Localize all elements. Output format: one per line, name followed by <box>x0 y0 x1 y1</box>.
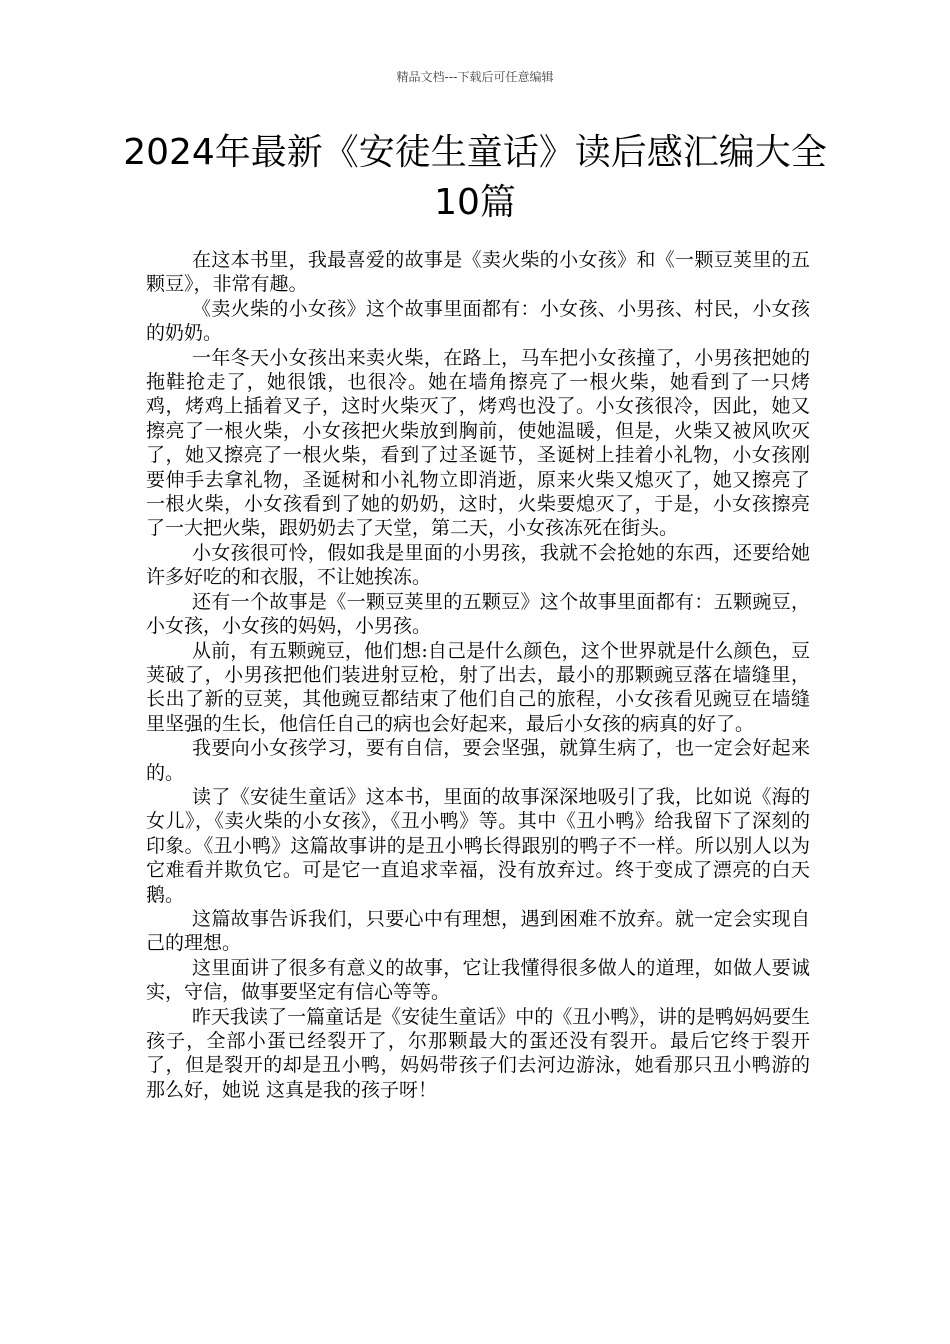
paragraph: 昨天我读了一篇童话是《安徒生童话》中的《丑小鸭》，讲的是鸭妈妈要生孩子，全部小蛋已经裂开了，尔那颗最大的蛋还没有裂开。最后它终于裂开了，但是裂开的却是丑小鸭，妈妈带孩子们去河边游泳，她看那只丑小鸭游的那么好，她说 这真是我的孩子呀！ <box>146 1005 810 1101</box>
paragraph: 我要向小女孩学习，要有自信，要会坚强，就算生病了，也一定会好起来的。 <box>146 737 810 784</box>
paragraph: 小女孩很可怜，假如我是里面的小男孩，我就不会抢她的东西，还要给她许多好吃的和衣服，不让她挨冻。 <box>146 541 810 589</box>
paragraph: 一年冬天小女孩出来卖火柴，在路上，马车把小女孩撞了，小男孩把她的拖鞋抢走了，她很饿，也很冷。她在墙角擦亮了一根火柴，她看到了一只烤鸡，烤鸡上插着叉子，这时火柴灭了，烤鸡也没了。小女孩很冷，因此，她又擦亮了一根火柴，小女孩把火柴放到胸前，使她温暖，但是，火柴又被风吹灭了，她又擦亮了一根火柴，看到了过圣诞节，圣诞树上挂着小礼物，小女孩刚要伸手去拿礼物，圣诞树和小礼物立即消逝，原来火柴又熄灭了，她又擦亮了一根火柴，小女孩看到了她的奶奶，这时，火柴要熄灭了，于是，小女孩擦亮了一大把火柴，跟奶奶去了天堂，第二天，小女孩冻死在街头。 <box>146 346 810 540</box>
paragraph: 在这本书里，我最喜爱的故事是《卖火柴的小女孩》和《一颗豆荚里的五颗豆》，非常有趣。 <box>146 249 810 296</box>
paragraph: 还有一个故事是《一颗豆荚里的五颗豆》这个故事里面都有：五颗豌豆，小女孩，小女孩的妈妈，小男孩。 <box>146 590 810 638</box>
document-body <box>146 248 810 1102</box>
paragraph: 这篇故事告诉我们，只要心中有理想，遇到困难不放弃。就一定会实现自己的理想。 <box>146 907 810 955</box>
paragraph: 《卖火柴的小女孩》这个故事里面都有：小女孩、小男孩、村民，小女孩的奶奶。 <box>146 297 810 345</box>
document-title: 2024年最新《安徒生童话》读后感汇编大全10篇 <box>123 132 827 223</box>
paragraph: 从前，有五颗豌豆，他们想:自己是什么颜色，这个世界就是什么颜色，豆荚破了，小男孩把他们装进射豆枪，射了出去，最小的那颗豌豆落在墙缝里，长出了新的豆荚，其他豌豆都结束了他们自己的旅程，小女孩看见豌豆在墙缝里坚强的生长，他信任自己的病也会好起来，最后小女孩的病真的好了。 <box>146 639 810 735</box>
paragraph: 读了《安徒生童话》这本书，里面的故事深深地吸引了我，比如说《海的女儿》，《卖火柴的小女孩》，《丑小鸭》等。其中《丑小鸭》给我留下了深刻的印象。《丑小鸭》这篇故事讲的是丑小鸭长得跟别的鸭子不一样。所以别人以为它难看并欺负它。可是它一直追求幸福，没有放弃过。终于变成了漂亮的白天鹅。 <box>146 785 810 906</box>
paragraph: 这里面讲了很多有意义的故事，它让我懂得很多做人的道理，如做人要诚实，守信，做事要坚定有信心等等。 <box>146 956 810 1004</box>
page-header: 精品文档---下载后可任意编辑 <box>396 70 554 84</box>
